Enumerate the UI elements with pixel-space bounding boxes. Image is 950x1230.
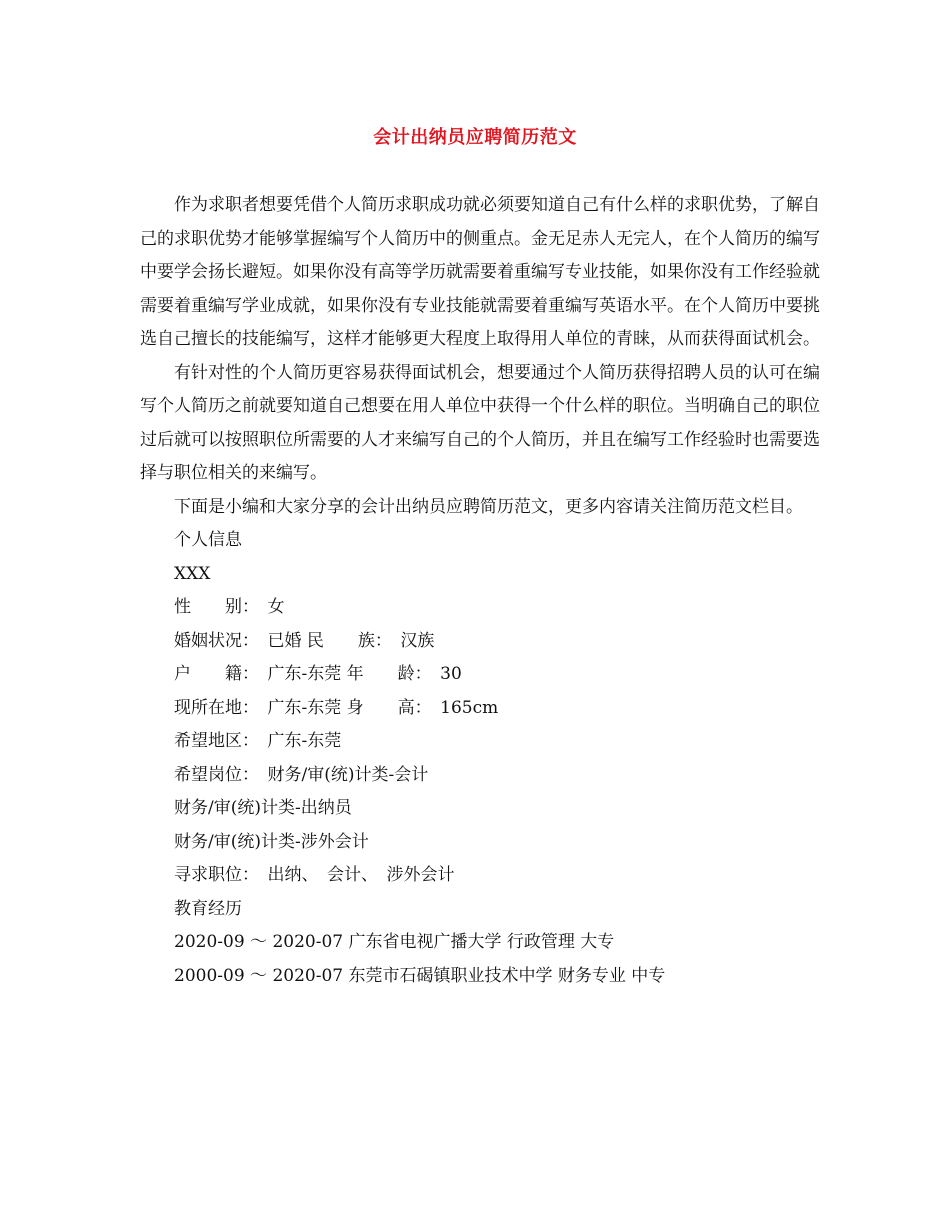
field-desired-position-3: 财务/审(统)计类-涉外会计 [174,831,369,852]
field-desired-position-2: 财务/审(统)计类-出纳员 [174,798,352,818]
education-entry-2: 2000-09 ～ 2020-07 东莞市石碣镇职业技术中学 财务专业 中专 [174,965,666,986]
resume-name: XXX [174,563,211,584]
field-hukou-age: 户 籍： 广东-东莞 年 龄： 30 [174,664,462,684]
intro-paragraph-2: 有针对性的个人简历更容易获得面试机会，想要通过个人简历获得招聘人员的认可在编写个人简历之前就要知道自己想要在用人单位中获得一个什么样的职位。当明确自己的职位过后就可以按照职位所需要的人才来编写自己的个人简历，并且在编写工作经验时也需要选择与职位相关的来编写。 [140,362,820,483]
field-desired-region: 希望地区： 广东-东莞 [174,731,342,751]
document-title: 会计出纳员应聘简历范文 [373,127,577,148]
section-heading-education: 教育经历 [174,898,242,919]
intro-paragraph-1: 作为求职者想要凭借个人简历求职成功就必须要知道自己有什么样的求职优势，了解自己的求职优势才能够掌握编写个人简历中的侧重点。金无足赤人无完人，在个人简历的编写中要学会扬长避短。如果你没有高等学历就需要着重编写专业技能，如果你没有工作经验就需要着重编写学业成就，如果你没有专业技能就需要着重编写英语水平。在个人简历中要挑选自己擅长的技能编写，这样才能够更大程度上取得用人单位的青睐，从而获得面试机会。 [140,195,820,349]
document-body [140,189,820,993]
field-location-height: 现所在地： 广东-东莞 身 高： 165cm [174,697,499,718]
intro-paragraph-3: 下面是小编和大家分享的会计出纳员应聘简历范文，更多内容请关注简历范文栏目。 [174,496,803,517]
field-marital-ethnicity: 婚姻状况： 已婚 民 族： 汉族 [174,630,435,651]
field-gender: 性 别： 女 [174,597,285,617]
section-heading-personal-info: 个人信息 [174,530,242,550]
field-desired-position: 希望岗位： 财务/审(统)计类-会计 [174,764,429,785]
education-entry-1: 2020-09 ～ 2020-07 广东省电视广播大学 行政管理 大专 [174,932,615,952]
field-job-sought: 寻求职位： 出纳、 会计、 涉外会计 [174,865,455,885]
